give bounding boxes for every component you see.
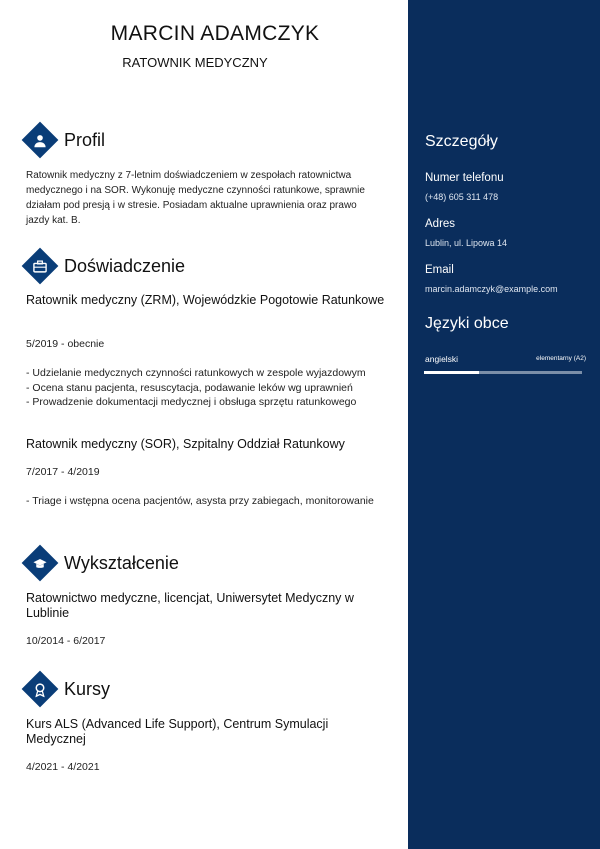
languages-title: Języki obce	[425, 315, 509, 332]
language-proficiency-bar	[424, 371, 582, 374]
profile-section-header	[23, 123, 105, 157]
job-2-title: Ratownik medyczny (SOR), Szpitalny Oddział Ratunkowy	[26, 437, 345, 451]
course-1-date: 4/2021 - 4/2021	[26, 761, 100, 773]
graduation-cap-icon	[22, 545, 59, 582]
courses-section-header	[23, 672, 110, 706]
sidebar	[408, 0, 600, 849]
job-2-bullets	[26, 494, 386, 509]
experience-title: Doświadczenie	[64, 255, 186, 276]
language-name: angielski	[425, 354, 459, 364]
award-icon	[22, 671, 59, 708]
job-2-date: 7/2017 - 4/2019	[26, 466, 100, 478]
experience-section-header	[23, 249, 185, 283]
email-value: marcin.adamczyk@example.com	[425, 284, 558, 294]
job-2-bullet: - Triage i wstępna ocena pacjentów, asysta przy zabiegach, monitorowanie	[26, 495, 374, 507]
language-level: elementarny (A2)	[536, 355, 586, 362]
phone-value: (+48) 605 311 478	[425, 192, 499, 202]
job-1-bullets	[26, 366, 386, 410]
address-label: Adres	[425, 218, 456, 230]
profile-title: Profil	[64, 129, 106, 150]
candidate-name: MARCIN ADAMCZYK	[110, 22, 320, 45]
education-1-date: 10/2014 - 6/2017	[26, 635, 106, 647]
job-1-title: Ratownik medyczny (ZRM), Wojewódzkie Pogotowie Ratunkowe	[26, 293, 385, 307]
job-1-bullet: - Prowadzenie dokumentacji medycznej i obsługa sprzętu ratunkowego	[26, 396, 357, 408]
education-title: Wykształcenie	[64, 552, 179, 573]
candidate-role: RATOWNIK MEDYCZNY	[122, 55, 268, 70]
course-1-title: Kurs ALS (Advanced Life Support), Centrum Symulacji Medycznej	[26, 717, 329, 746]
language-proficiency-fill	[424, 371, 479, 374]
phone-label: Numer telefonu	[425, 172, 504, 184]
briefcase-icon	[22, 248, 59, 285]
job-1-bullet: - Ocena stanu pacjenta, resuscytacja, podawanie leków wg uprawnień	[26, 381, 353, 394]
profile-text: Ratownik medyczny z 7-letnim doświadczeniem w zespołach ratownictwa medycznego i na SOR. Wykonuję medyczne czynności ratunkowe, sprawnie działam pod presją i w stresie. Posiadam aktualne uprawnienia oraz prawo jazdy kat. B.	[26, 170, 365, 226]
courses-title: Kursy	[64, 678, 111, 699]
person-icon	[22, 122, 59, 159]
job-1-bullet: - Udzielanie medycznych czynności ratunkowych w zespole wyjazdowym	[26, 367, 366, 379]
address-value: Lublin, ul. Lipowa 14	[425, 238, 508, 248]
education-section-header	[23, 546, 179, 580]
job-1-date: 5/2019 - obecnie	[26, 338, 105, 350]
education-1-title: Ratownictwo medyczne, licencjat, Uniwersytet Medyczny w Lublinie	[26, 591, 354, 620]
email-label: Email	[425, 264, 454, 276]
details-title: Szczegóły	[425, 133, 498, 150]
